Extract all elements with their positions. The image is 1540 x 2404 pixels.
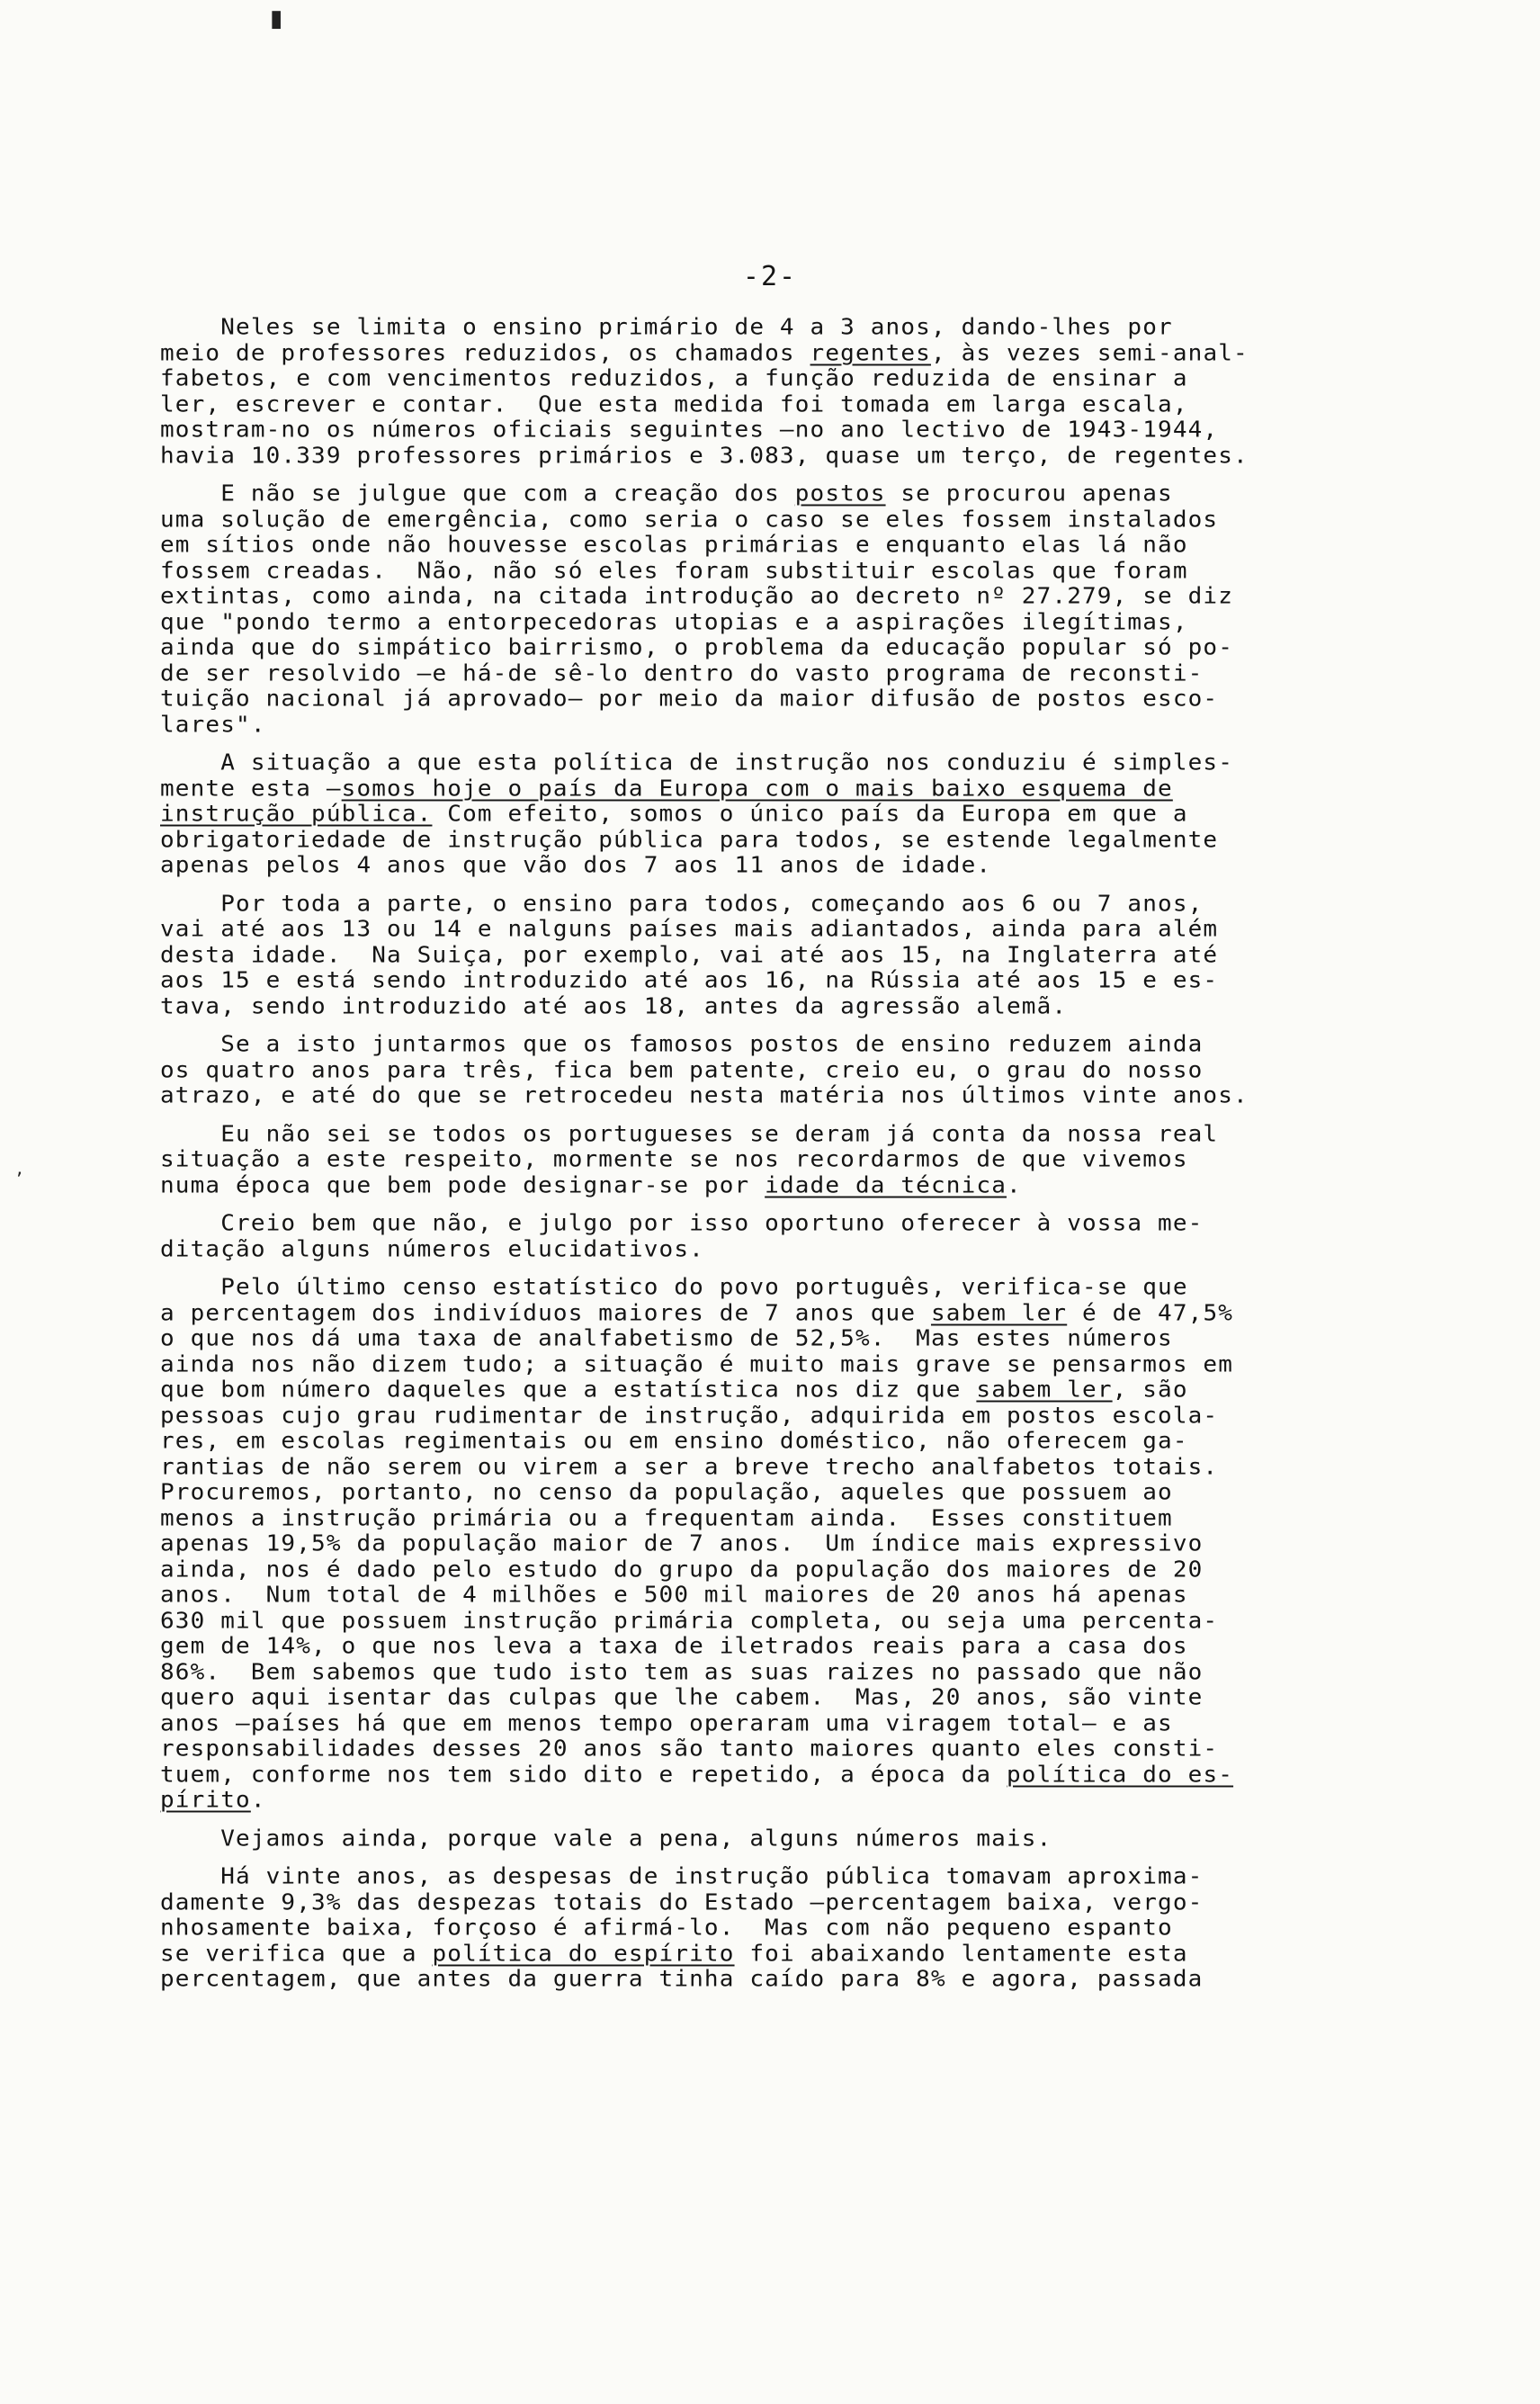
ink-mark-margin: ’ bbox=[16, 1170, 22, 1192]
paragraph bbox=[160, 1275, 1455, 1814]
text-line bbox=[160, 969, 1455, 993]
text-run: aos 15 e está sendo introduzido até aos 16, na Rússia até aos 15 e es- bbox=[160, 967, 1219, 994]
text-line bbox=[160, 1763, 1455, 1787]
text-line bbox=[160, 482, 1455, 507]
underlined-text: política do es- bbox=[1007, 1762, 1234, 1788]
text-line bbox=[160, 1033, 1455, 1057]
text-run: uma solução de emergência, como seria o caso se eles fossem instalados bbox=[160, 507, 1219, 533]
text-line bbox=[160, 1826, 1455, 1851]
text-run: ainda, nos é dado pelo estudo do grupo da população dos maiores de 20 bbox=[160, 1556, 1204, 1583]
text-run: Há vinte anos, as despesas de instrução pública tomavam aproxima- bbox=[160, 1863, 1204, 1890]
text-run: atrazo, e até do que se retrocedeu nesta matéria nos últimos vinte anos. bbox=[160, 1082, 1249, 1109]
text-line bbox=[160, 1058, 1455, 1082]
text-run: 86%. Bem sabemos que tudo isto tem as suas raizes no passado que não bbox=[160, 1659, 1204, 1685]
page-number: -2- bbox=[742, 261, 798, 292]
text-run: meio de professores reduzidos, os chamados bbox=[160, 340, 810, 366]
paragraph bbox=[160, 481, 1455, 738]
text-line bbox=[160, 918, 1455, 942]
text-line bbox=[160, 1660, 1455, 1684]
text-line bbox=[160, 943, 1455, 967]
text-run: extintas, como ainda, na citada introdução ao decreto nº 27.279, se diz bbox=[160, 583, 1234, 610]
text-line bbox=[160, 367, 1455, 391]
text-run: vai até aos 13 ou 14 e nalguns países mais adiantados, ainda para além bbox=[160, 916, 1219, 943]
text-run: , às vezes semi-anal- bbox=[930, 340, 1249, 366]
text-run: quero aqui isentar das culpas que lhe cabem. Mas, 20 anos, são vinte bbox=[160, 1684, 1204, 1711]
text-line bbox=[160, 687, 1455, 712]
text-line bbox=[160, 1352, 1455, 1377]
text-run: 630 mil que possuem instrução primária completa, ou seja uma percenta- bbox=[160, 1608, 1219, 1634]
text-line bbox=[160, 803, 1455, 827]
text-run: numa época que bem pode designar-se por bbox=[160, 1172, 766, 1198]
text-line bbox=[160, 507, 1455, 532]
text-run: anos. Num total de 4 milhões e 500 mil maiores de 20 anos há apenas bbox=[160, 1582, 1188, 1609]
text-run: anos —países há que em menos tempo operaram uma viragem total— e as bbox=[160, 1710, 1173, 1736]
text-run: menos a instrução primária ou a frequentam ainda. Esses constituem bbox=[160, 1505, 1173, 1531]
text-run: pessoas cujo grau rudimentar de instrução, adquirida em postos escola- bbox=[160, 1403, 1219, 1429]
text-run: Creio bem que não, e julgo por isso oportuno oferecer à vossa me- bbox=[160, 1210, 1204, 1237]
text-line bbox=[160, 444, 1455, 468]
text-line bbox=[160, 316, 1455, 340]
text-run: tava, sendo introduzido até aos 18, antes da agressão alemã. bbox=[160, 993, 1068, 1019]
underlined-text: idade da técnica bbox=[765, 1172, 1007, 1198]
text-line bbox=[160, 1173, 1455, 1198]
underlined-text: sabem ler bbox=[930, 1300, 1068, 1326]
text-run: a percentagem dos indivíduos maiores de 7 anos que bbox=[160, 1300, 931, 1326]
text-run: foi abaixando lentamente esta bbox=[734, 1941, 1188, 1967]
text-line bbox=[160, 341, 1455, 365]
text-line bbox=[160, 1327, 1455, 1351]
text-line bbox=[160, 1686, 1455, 1710]
text-line bbox=[160, 892, 1455, 916]
text-line bbox=[160, 1789, 1455, 1813]
text-run: A situação a que esta política de instrução nos conduziu é simples- bbox=[160, 749, 1234, 776]
text-run: Se a isto juntarmos que os famosos postos de ensino reduzem ainda bbox=[160, 1031, 1204, 1058]
text-line bbox=[160, 1890, 1455, 1915]
text-run: que "pondo termo a entorpecedoras utopias e a aspirações ilegítimas, bbox=[160, 609, 1188, 635]
text-line bbox=[160, 1711, 1455, 1736]
text-run: res, em escolas regimentais ou em ensino doméstico, não oferecem ga- bbox=[160, 1428, 1188, 1455]
text-line bbox=[160, 1916, 1455, 1941]
paragraph bbox=[160, 1864, 1455, 1993]
text-line bbox=[160, 1237, 1455, 1261]
text-run: desta idade. Na Suiça, por exemplo, vai até aos 15, na Inglaterra até bbox=[160, 942, 1219, 968]
text-run: o que nos dá uma taxa de analfabetismo de 52,5%. Mas estes números bbox=[160, 1325, 1173, 1352]
text-line bbox=[160, 1276, 1455, 1300]
text-line bbox=[160, 1084, 1455, 1108]
text-run: percentagem, que antes da guerra tinha caído para 8% e agora, passada bbox=[160, 1966, 1204, 1993]
text-run: fossem creadas. Não, não só eles foram substituir escolas que foram bbox=[160, 558, 1188, 584]
text-run: ainda que do simpático bairrismo, o problema da educação popular só po- bbox=[160, 634, 1234, 661]
text-run: fabetos, e com vencimentos reduzidos, a função reduzida de ensinar a bbox=[160, 365, 1188, 392]
text-run: ainda nos não dizem tudo; a situação é muito mais grave se pensarmos em bbox=[160, 1351, 1234, 1377]
text-line bbox=[160, 610, 1455, 634]
text-run: de ser resolvido —e há-de sê-lo dentro do vasto programa de reconsti- bbox=[160, 660, 1204, 686]
text-run: ditação alguns números elucidativos. bbox=[160, 1236, 704, 1262]
paragraph bbox=[160, 315, 1455, 469]
text-line bbox=[160, 713, 1455, 737]
text-run: se verifica que a bbox=[160, 1941, 433, 1967]
text-run: obrigatoriedade de instrução pública para todos, se estende legalmente bbox=[160, 827, 1219, 853]
text-line bbox=[160, 1378, 1455, 1403]
paragraph bbox=[160, 892, 1455, 1020]
text-run: situação a este respeito, mormente se nos recordarmos de que vivemos bbox=[160, 1146, 1188, 1173]
paragraph bbox=[160, 1826, 1455, 1852]
text-run: . bbox=[1007, 1172, 1022, 1198]
text-run: nhosamente baixa, forçoso é afirmá-lo. Mas com não pequeno espanto bbox=[160, 1915, 1173, 1942]
text-run: E não se julgue que com a creação dos bbox=[160, 480, 795, 507]
underlined-text: sabem ler bbox=[976, 1377, 1113, 1404]
text-line bbox=[160, 1506, 1455, 1530]
text-run: apenas 19,5% da população maior de 7 anos. Um índice mais expressivo bbox=[160, 1530, 1204, 1557]
paragraph bbox=[160, 1032, 1455, 1109]
text-line bbox=[160, 1148, 1455, 1172]
text-run: que bom número daqueles que a estatística nos diz que bbox=[160, 1377, 977, 1404]
text-line bbox=[160, 1301, 1455, 1325]
text-line bbox=[160, 1404, 1455, 1428]
text-run: mente esta — bbox=[160, 776, 342, 802]
text-run: Por toda a parte, o ensino para todos, começando aos 6 ou 7 anos, bbox=[160, 891, 1204, 917]
text-line bbox=[160, 1481, 1455, 1505]
text-line bbox=[160, 1635, 1455, 1659]
text-line bbox=[160, 661, 1455, 686]
text-run: é de 47,5% bbox=[1067, 1300, 1234, 1326]
text-run: em sítios onde não houvesse escolas primárias e enquanto elas lá não bbox=[160, 532, 1188, 559]
text-run: havia 10.339 professores primários e 3.083, quase um terço, de regentes. bbox=[160, 443, 1249, 469]
text-run: gem de 14%, o que nos leva a taxa de iletrados reais para a casa dos bbox=[160, 1633, 1188, 1660]
paragraph bbox=[160, 1122, 1455, 1199]
text-run: se procurou apenas bbox=[885, 480, 1173, 507]
text-run: , são bbox=[1112, 1377, 1188, 1404]
underlined-text: instrução pública. bbox=[160, 801, 433, 828]
underlined-text: política do espírito bbox=[432, 1941, 735, 1967]
text-line bbox=[160, 392, 1455, 417]
text-line bbox=[160, 828, 1455, 852]
text-run: Pelo último censo estatístico do povo português, verifica-se que bbox=[160, 1274, 1188, 1301]
text-line bbox=[160, 751, 1455, 776]
text-line bbox=[160, 559, 1455, 583]
underlined-text: pírito bbox=[160, 1787, 251, 1814]
text-line bbox=[160, 1557, 1455, 1582]
text-line bbox=[160, 418, 1455, 443]
text-run: rantias de não serem ou virem a ser a breve trecho analfabetos totais. bbox=[160, 1454, 1219, 1480]
ink-mark-top: ▮ bbox=[270, 5, 283, 32]
paragraph bbox=[160, 750, 1455, 879]
text-run: ler, escrever e contar. Que esta medida foi tomada em larga escala, bbox=[160, 391, 1188, 417]
text-run: os quatro anos para três, fica bem patente, creio eu, o grau do nosso bbox=[160, 1057, 1204, 1083]
underlined-text: regentes bbox=[810, 340, 931, 366]
text-run: tuem, conforme nos tem sido dito e repetido, a época da bbox=[160, 1762, 1007, 1788]
text-run: apenas pelos 4 anos que vão dos 7 aos 11 anos de idade. bbox=[160, 852, 992, 879]
text-line bbox=[160, 1609, 1455, 1633]
text-run: damente 9,3% das despezas totais do Estado —percentagem baixa, vergo- bbox=[160, 1889, 1204, 1915]
text-run: Procuremos, portanto, no censo da população, aqueles que possuem ao bbox=[160, 1479, 1173, 1506]
text-run: Com efeito, somos o único país da Europa em que a bbox=[432, 801, 1188, 828]
text-run: lares". bbox=[160, 712, 266, 738]
text-line bbox=[160, 585, 1455, 609]
underlined-text: somos hoje o país da Europa com o mais baixo esquema de bbox=[341, 776, 1173, 802]
text-line bbox=[160, 1942, 1455, 1966]
text-line bbox=[160, 1737, 1455, 1762]
text-run: Vejamos ainda, porque vale a pena, alguns números mais. bbox=[160, 1825, 1052, 1852]
text-line bbox=[160, 994, 1455, 1018]
text-line bbox=[160, 1122, 1455, 1146]
text-run: mostram-no os números oficiais seguintes —no ano lectivo de 1943-1944, bbox=[160, 417, 1219, 444]
paragraph bbox=[160, 1211, 1455, 1262]
underlined-text: postos bbox=[794, 480, 886, 507]
text-run: Neles se limita o ensino primário de 4 a 3 anos, dando-lhes por bbox=[160, 314, 1173, 341]
text-line bbox=[160, 1583, 1455, 1608]
text-line bbox=[160, 1865, 1455, 1889]
text-run: Eu não sei se todos os portugueses se deram já conta da nossa real bbox=[160, 1121, 1219, 1147]
text-line bbox=[160, 1532, 1455, 1556]
text-line bbox=[160, 534, 1455, 558]
text-line bbox=[160, 636, 1455, 660]
text-line bbox=[160, 1212, 1455, 1236]
text-run: responsabilidades desses 20 anos são tanto maiores quanto eles consti- bbox=[160, 1736, 1219, 1763]
text-line bbox=[160, 1968, 1455, 1992]
text-line bbox=[160, 1430, 1455, 1454]
text-line bbox=[160, 1455, 1455, 1479]
text-run: tuição nacional já aprovado— por meio da maior difusão de postos esco- bbox=[160, 686, 1219, 713]
document-body bbox=[160, 315, 1455, 2005]
text-line bbox=[160, 776, 1455, 801]
text-run: . bbox=[250, 1787, 266, 1814]
text-line bbox=[160, 854, 1455, 878]
